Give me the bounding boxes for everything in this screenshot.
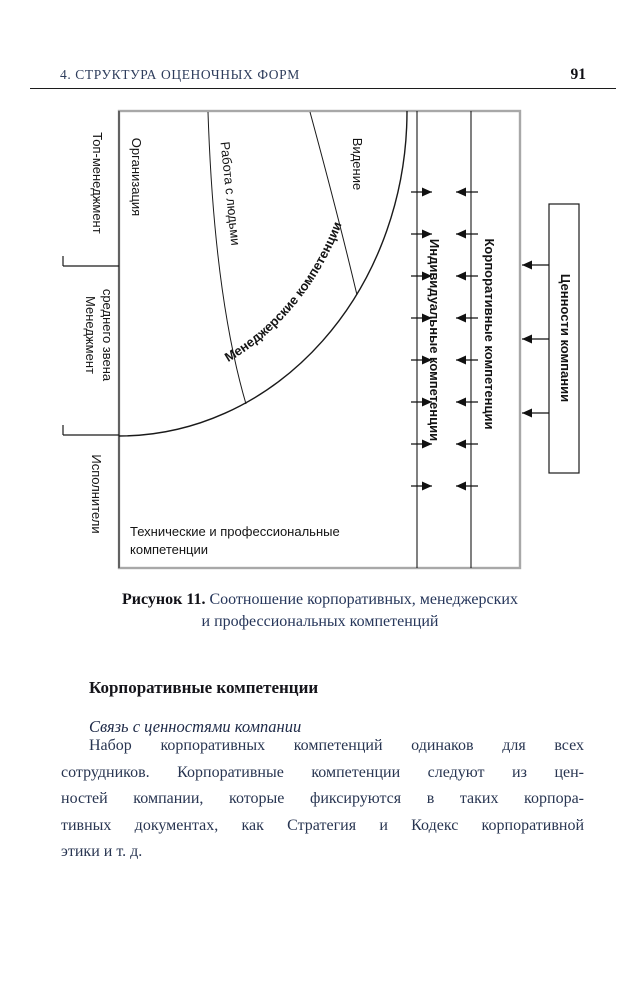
caption-figure-label: Рисунок 11.	[122, 591, 206, 608]
label-technical-line1: Технические и профессиональные	[130, 524, 340, 539]
label-organization: Организация	[129, 137, 144, 217]
label-top-management: Топ-менеджмент	[90, 132, 105, 234]
label-vision: Видение	[350, 137, 365, 191]
label-individual-competencies: Индивидуальные компетенции	[427, 238, 442, 442]
diagram-frame	[119, 111, 520, 568]
label-middle-management-line2: среднего звена	[100, 288, 115, 382]
body-line: сотрудников. Корпоративные компетенции следуют из цен-	[61, 763, 584, 781]
caption-line1	[55, 589, 585, 611]
arrows-values-to-corporate	[522, 265, 549, 413]
body-paragraph	[61, 733, 584, 866]
label-middle-management-line1: Менеджмент	[83, 296, 98, 374]
figure-caption	[55, 589, 585, 633]
label-managerial-competencies: Менеджерские компетенции	[221, 219, 345, 365]
label-company-values: Ценности компании	[558, 273, 573, 403]
label-people-work: Работа с людьми	[217, 140, 244, 247]
competencies-diagram	[55, 105, 590, 580]
label-technical-line2: компетенции	[130, 542, 209, 557]
section-subheading: Связь с ценностями компании	[89, 717, 302, 736]
caption-line2: и профессиональных компетенций	[201, 613, 439, 630]
body-line: этики и т. д.	[61, 843, 143, 860]
label-corporate-competencies: Корпоративные компетенции	[482, 238, 497, 430]
caption-text-line1: Соотношение корпоративных, менеджерских	[205, 591, 518, 608]
running-header	[60, 66, 586, 84]
header-rule	[30, 88, 616, 89]
body-line: тивных документах, как Стратегия и Кодекс корпоративной	[61, 816, 584, 834]
label-executors: Исполнители	[89, 454, 104, 534]
section-heading: Корпоративные компетенции	[89, 678, 319, 697]
body-line: Набор корпоративных компетенций одинаков для всех	[89, 737, 584, 754]
body-line: ностей компании, которые фиксируются в таких корпора-	[61, 790, 584, 807]
page-number: 91	[570, 66, 586, 83]
chapter-title: 4. СТРУКТУРА ОЦЕНОЧНЫХ ФОРМ	[60, 67, 300, 82]
